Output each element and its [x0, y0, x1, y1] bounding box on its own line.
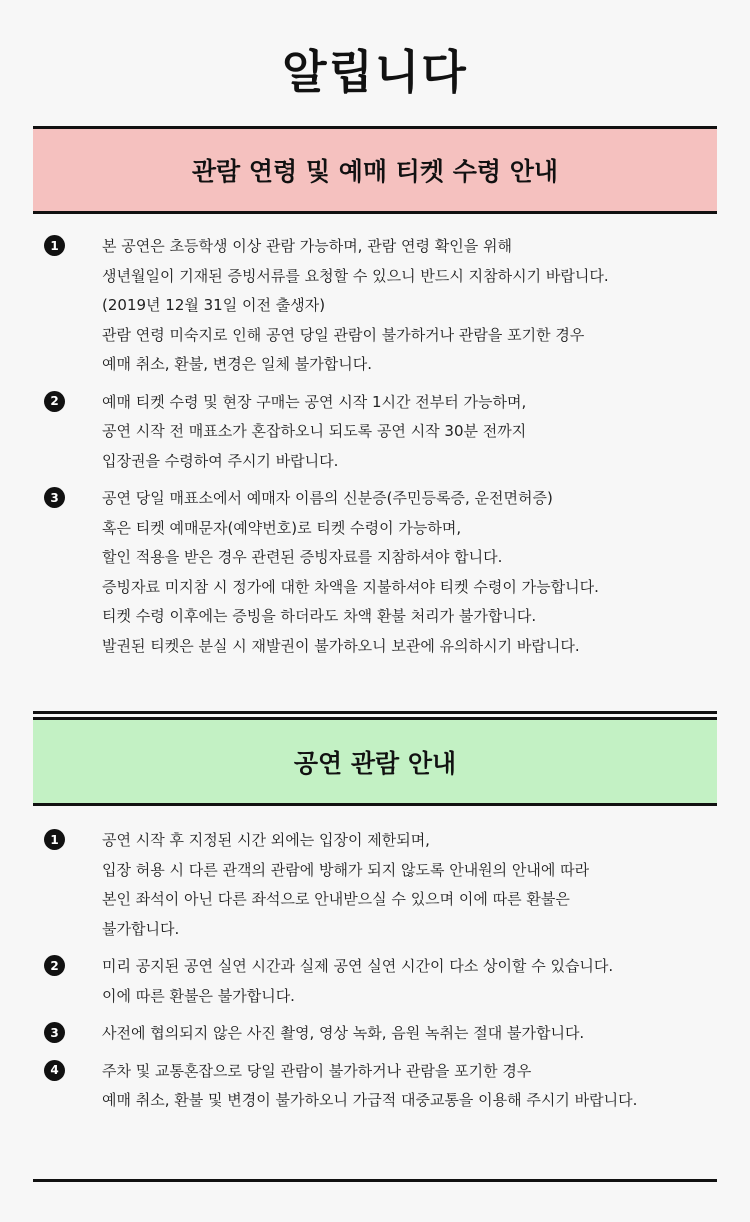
notice-line: 본인 좌석이 아닌 다른 좌석으로 안내받으실 수 있으며 이에 따른 환불은	[102, 890, 570, 908]
notice-line: 예매 티켓 수령 및 현장 구매는 공연 시작 1시간 전부터 가능하며,	[102, 392, 527, 411]
notice-line: 불가합니다.	[102, 919, 180, 938]
notice-line: 공연 시작 전 매표소가 혼잡하오니 되도록 공연 시작 30분 전까지	[102, 422, 527, 440]
notice-line: 관람 연령 미숙지로 인해 공연 당일 관람이 불가하거나 관람을 포기한 경우	[102, 325, 585, 344]
list-item	[44, 952, 704, 1011]
number-badge: 3	[44, 1022, 65, 1043]
list-item	[44, 826, 704, 944]
number-badge: 2	[44, 391, 65, 412]
section-divider	[33, 711, 717, 714]
list-item	[44, 1019, 704, 1049]
list-item	[44, 388, 704, 477]
ticket-notice-list	[44, 232, 704, 661]
list-item	[44, 1057, 704, 1116]
list-item	[44, 232, 704, 380]
section-heading-viewing: 공연 관람 안내	[33, 717, 717, 806]
notice-line: 입장 허용 시 다른 관객의 관람에 방해가 되지 않도록 안내원의 안내에 따라	[102, 860, 590, 879]
number-badge: 4	[44, 1060, 65, 1081]
notice-line: 입장권을 수령하여 주시기 바랍니다.	[102, 451, 339, 470]
notice-line: 본 공연은 초등학생 이상 관람 가능하며, 관람 연령 확인을 위해	[102, 237, 512, 255]
section-heading-ticket: 관람 연령 및 예매 티켓 수령 안내	[33, 126, 717, 214]
viewing-notice-list	[44, 826, 704, 1116]
notice-line: 생년월일이 기재된 증빙서류를 요청할 수 있으니 반드시 지참하시기 바랍니다.	[102, 266, 609, 285]
notice-line: 이에 따른 환불은 불가합니다.	[102, 986, 295, 1005]
number-badge: 3	[44, 487, 65, 508]
notice-line: 티켓 수령 이후에는 증빙을 하더라도 차액 환불 처리가 불가합니다.	[102, 607, 537, 625]
notice-line: 공연 당일 매표소에서 예매자 이름의 신분증(주민등록증, 운전면허증)	[102, 489, 553, 507]
notice-line: 발권된 티켓은 분실 시 재발권이 불가하오니 보관에 유의하시기 바랍니다.	[102, 636, 580, 655]
notice-line: 공연 시작 후 지정된 시간 외에는 입장이 제한되며,	[102, 831, 430, 849]
notice-line: 예매 취소, 환불 및 변경이 불가하오니 가급적 대중교통을 이용해 주시기 바랍니다.	[102, 1091, 638, 1109]
notice-line: 할인 적용을 받은 경우 관련된 증빙자료를 지참하셔야 합니다.	[102, 548, 503, 566]
list-item	[44, 484, 704, 661]
page-title: 알립니다	[282, 45, 468, 99]
number-badge: 1	[44, 235, 65, 256]
number-badge: 2	[44, 955, 65, 976]
notice-line: 예매 취소, 환불, 변경은 일체 불가합니다.	[102, 355, 372, 373]
number-badge: 1	[44, 829, 65, 850]
notice-line: 혹은 티켓 예매문자(예약번호)로 티켓 수령이 가능하며,	[102, 518, 462, 537]
notice-line: 미리 공지된 공연 실연 시간과 실제 공연 실연 시간이 다소 상이할 수 있습니다.	[102, 957, 614, 975]
notice-line: (2019년 12월 31일 이전 출생자)	[102, 296, 326, 314]
bottom-divider	[33, 1179, 717, 1182]
notice-line: 증빙자료 미지참 시 정가에 대한 차액을 지불하셔야 티켓 수령이 가능합니다.	[102, 577, 599, 596]
notice-line: 주차 및 교통혼잡으로 당일 관람이 불가하거나 관람을 포기한 경우	[102, 1061, 532, 1080]
notice-line: 사전에 협의되지 않은 사진 촬영, 영상 녹화, 음원 녹취는 절대 불가합니다.	[102, 1024, 585, 1042]
